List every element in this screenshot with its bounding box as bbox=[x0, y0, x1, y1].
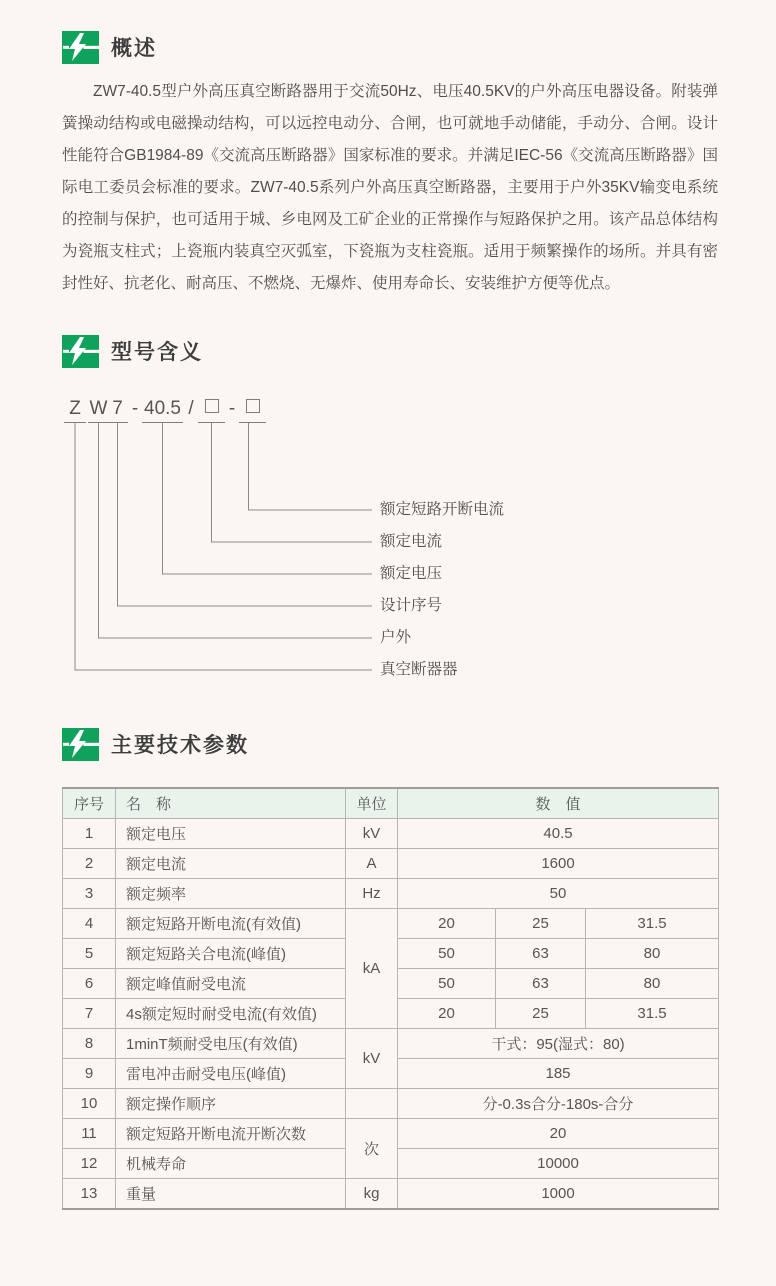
overview-paragraph: ZW7-40.5型户外高压真空断路器用于交流50Hz、电压40.5KV的户外高压电器设备。附装弹簧操动结构或电磁操动结构，可以远控电动分、合闸，也可就地手动储能，手动分、合闸。设计性能符合GB1984-89《交流高压断路器》国家标准的要求。并满足IEC-56《交流高压断路器》国际电工委员会标准的要求。ZW7-40.5系列户外高压真空断路器，主要用于户外35KV输变电系统的控制与保护，也可适用于城、乡电网及工矿企业的正常操作与短路保护之用。该产品总体结构为瓷瓶支柱式；上瓷瓶内装真空灭弧室，下瓷瓶为支柱瓷瓶。适用于频繁操作的场所。并具有密封性好、抗老化、耐高压、不燃烧、无爆炸、使用寿命长、安装维护方便等优点。 bbox=[62, 83, 718, 292]
model-meaning-diagram bbox=[62, 398, 718, 694]
cell-name: 额定峰值耐受电流 bbox=[116, 969, 346, 999]
cell-name: 重量 bbox=[116, 1179, 346, 1210]
header-name: 名 称 bbox=[116, 788, 346, 819]
model-code-segment-40-5: 40.5 bbox=[142, 398, 183, 423]
cell-value: 25 bbox=[496, 999, 586, 1029]
cell-value: 31.5 bbox=[586, 999, 719, 1029]
cell-no: 8 bbox=[63, 1029, 116, 1059]
cell-value: 10000 bbox=[398, 1149, 719, 1179]
cell-name: 额定操作顺序 bbox=[116, 1089, 346, 1119]
cell-no: 11 bbox=[63, 1119, 116, 1149]
model-code-slash: / bbox=[188, 398, 194, 419]
params-section-header bbox=[62, 727, 718, 761]
cell-name: 雷电冲击耐受电压(峰值) bbox=[116, 1059, 346, 1089]
table-row bbox=[63, 1119, 719, 1149]
table-header-row bbox=[63, 788, 719, 819]
table-row bbox=[63, 909, 719, 939]
overview-title: 概述 bbox=[111, 37, 157, 60]
cell-unit: kV bbox=[346, 1029, 398, 1089]
cell-value: 分-0.3s合分-180s-合分 bbox=[398, 1089, 719, 1119]
cell-unit: 次 bbox=[346, 1119, 398, 1179]
overview-section-header bbox=[62, 30, 718, 64]
model-label-vacuum-breaker: 真空断器器 bbox=[380, 661, 458, 678]
technical-parameters-table bbox=[62, 787, 719, 1210]
cell-name: 4s额定短时耐受电流(有效值) bbox=[116, 999, 346, 1029]
cell-value: 80 bbox=[586, 969, 719, 999]
cell-unit: A bbox=[346, 849, 398, 879]
cell-value: 63 bbox=[496, 939, 586, 969]
cell-value: 50 bbox=[398, 939, 496, 969]
cell-unit: kg bbox=[346, 1179, 398, 1210]
model-code-segment-7: 7 bbox=[107, 398, 128, 423]
table-row bbox=[63, 879, 719, 909]
cell-value: 1600 bbox=[398, 849, 719, 879]
cell-no: 2 bbox=[63, 849, 116, 879]
cell-value: 63 bbox=[496, 969, 586, 999]
model-label-rated-voltage: 额定电压 bbox=[380, 565, 443, 582]
model-code-segment-box2 bbox=[239, 398, 266, 423]
cell-value: 1000 bbox=[398, 1179, 719, 1210]
table-row bbox=[63, 1089, 719, 1119]
cell-value: 50 bbox=[398, 969, 496, 999]
model-code-segment-z: Z bbox=[64, 398, 86, 423]
placeholder-box bbox=[246, 399, 260, 413]
header-no: 序号 bbox=[63, 788, 116, 819]
model-code-segment-w: W bbox=[88, 398, 109, 423]
cell-value: 25 bbox=[496, 909, 586, 939]
cell-value: 20 bbox=[398, 1119, 719, 1149]
cell-value: 20 bbox=[398, 909, 496, 939]
cell-no: 5 bbox=[63, 939, 116, 969]
cell-no: 3 bbox=[63, 879, 116, 909]
table-row bbox=[63, 1179, 719, 1210]
cell-value: 80 bbox=[586, 939, 719, 969]
cell-value: 40.5 bbox=[398, 819, 719, 849]
table-row bbox=[63, 849, 719, 879]
model-code-segment-box1 bbox=[198, 398, 225, 423]
model-label-breaking-current: 额定短路开断电流 bbox=[380, 501, 505, 518]
cell-value: 50 bbox=[398, 879, 719, 909]
header-unit: 单位 bbox=[346, 788, 398, 819]
model-code-dash: - bbox=[131, 398, 139, 419]
model-label-outdoor: 户外 bbox=[380, 629, 412, 646]
cell-name: 额定电流 bbox=[116, 849, 346, 879]
cell-no: 6 bbox=[63, 969, 116, 999]
model-label-design-serial: 设计序号 bbox=[380, 597, 443, 614]
cell-no: 12 bbox=[63, 1149, 116, 1179]
cell-name: 额定短路关合电流(峰值) bbox=[116, 939, 346, 969]
pulse-icon bbox=[62, 728, 99, 761]
cell-no: 1 bbox=[63, 819, 116, 849]
placeholder-box bbox=[205, 399, 219, 413]
cell-unit: Hz bbox=[346, 879, 398, 909]
cell-unit: kA bbox=[346, 909, 398, 1029]
cell-name: 机械寿命 bbox=[116, 1149, 346, 1179]
cell-no: 10 bbox=[63, 1089, 116, 1119]
table-row bbox=[63, 1029, 719, 1059]
cell-value: 20 bbox=[398, 999, 496, 1029]
cell-value: 185 bbox=[398, 1059, 719, 1089]
model-label-rated-current: 额定电流 bbox=[380, 533, 443, 550]
header-value: 数 值 bbox=[398, 788, 719, 819]
table-row bbox=[63, 819, 719, 849]
pulse-icon bbox=[62, 31, 99, 64]
cell-no: 9 bbox=[63, 1059, 116, 1089]
cell-no: 13 bbox=[63, 1179, 116, 1210]
cell-name: 额定频率 bbox=[116, 879, 346, 909]
cell-name: 额定短路开断电流(有效值) bbox=[116, 909, 346, 939]
cell-no: 4 bbox=[63, 909, 116, 939]
cell-value: 31.5 bbox=[586, 909, 719, 939]
params-title: 主要技术参数 bbox=[111, 734, 249, 757]
model-section-header bbox=[62, 334, 718, 368]
cell-name: 1minT频耐受电压(有效值) bbox=[116, 1029, 346, 1059]
cell-value: 干式：95(湿式：80) bbox=[398, 1029, 719, 1059]
model-title: 型号含义 bbox=[111, 341, 203, 364]
cell-unit: kV bbox=[346, 819, 398, 849]
pulse-icon bbox=[62, 335, 99, 368]
cell-unit bbox=[346, 1089, 398, 1119]
cell-no: 7 bbox=[63, 999, 116, 1029]
cell-name: 额定短路开断电流开断次数 bbox=[116, 1119, 346, 1149]
cell-name: 额定电压 bbox=[116, 819, 346, 849]
model-code-dash: - bbox=[228, 398, 236, 419]
